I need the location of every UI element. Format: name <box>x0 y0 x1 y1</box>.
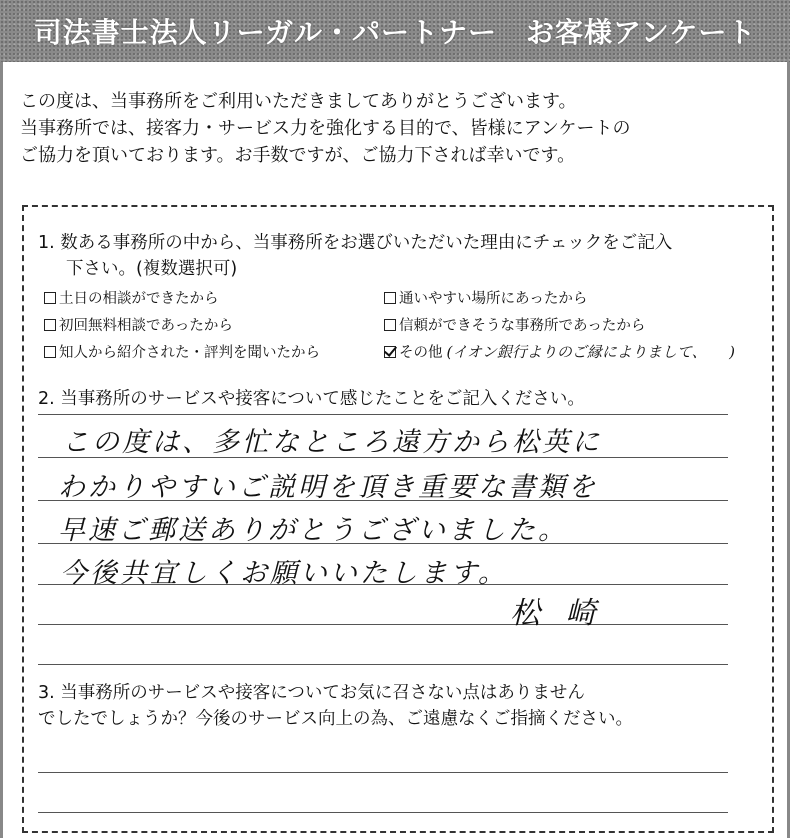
question-1-line2: 下さい。(複数選択可) <box>66 259 238 279</box>
checkbox[interactable] <box>44 319 56 331</box>
option-label: 知人から紹介された・評判を聞いたから <box>59 345 320 361</box>
option-label: 信頼ができそうな事務所であったから <box>399 318 646 334</box>
title-bar <box>0 0 790 62</box>
option-other[interactable] <box>384 341 735 362</box>
question-1-line1: 1. 数ある事務所の中から、当事務所をお選びいただいた理由にチェックをご記入 <box>38 233 673 253</box>
question-2-text: 2. 当事務所のサービスや接客について感じたことをご記入ください。 <box>38 389 585 409</box>
option-label: 通いやすい場所にあったから <box>399 291 588 307</box>
intro-text <box>20 88 760 169</box>
answer-rule <box>38 414 728 415</box>
intro-line: 当事務所では、接客力・サービス力を強化する目的で、皆様にアンケートの <box>20 118 631 139</box>
option-label: その他 <box>399 345 443 361</box>
answer-rule <box>38 664 728 665</box>
handwritten-answer-line: 早速ご郵送ありがとうございました。 <box>58 515 568 546</box>
option-referral[interactable] <box>44 341 320 362</box>
handwritten-signature: 松 崎 <box>510 596 604 631</box>
handwritten-answer-line: わかりやすいご説明を頂き重要な書類を <box>58 472 598 503</box>
option-label: 土日の相談ができたから <box>59 291 219 307</box>
checkbox[interactable] <box>44 346 56 358</box>
page-title: 司法書士法人リーガル・パートナー お客様アンケート <box>33 16 757 49</box>
option-label: 初回無料相談であったから <box>59 318 233 334</box>
frame-left <box>0 62 3 838</box>
question-2 <box>38 386 758 412</box>
checkbox[interactable] <box>44 292 56 304</box>
option-weekend[interactable] <box>44 287 219 308</box>
question-3 <box>38 680 738 732</box>
other-handwritten-answer: (イオン銀行よりのご縁によりまして、 ) <box>446 343 735 361</box>
intro-line: この度は、当事務所をご利用いただきましてありがとうございます。 <box>20 91 577 112</box>
option-free-consult[interactable] <box>44 314 233 335</box>
answer-rule <box>38 812 728 813</box>
checkbox-checked[interactable] <box>384 346 396 358</box>
handwritten-answer-line: この度は、多忙なところ遠方から松英に <box>62 427 602 458</box>
option-access[interactable] <box>384 287 587 308</box>
answer-rule <box>38 772 728 773</box>
answer-rule <box>38 624 728 625</box>
question-1 <box>38 230 758 282</box>
intro-line: ご協力を頂いております。お手数ですが、ご協力下されば幸いです。 <box>20 145 576 166</box>
checkbox[interactable] <box>384 319 396 331</box>
option-trust[interactable] <box>384 314 645 335</box>
checkbox[interactable] <box>384 292 396 304</box>
handwritten-answer-line: 今後共宜しくお願いいたします。 <box>60 558 508 589</box>
question-3-line1: 3. 当事務所のサービスや接客についてお気に召さない点はありません <box>38 683 585 703</box>
question-3-line2: でしたでしょうか？今後のサービス向上の為、ご遠慮なくご指摘ください。 <box>38 709 633 729</box>
